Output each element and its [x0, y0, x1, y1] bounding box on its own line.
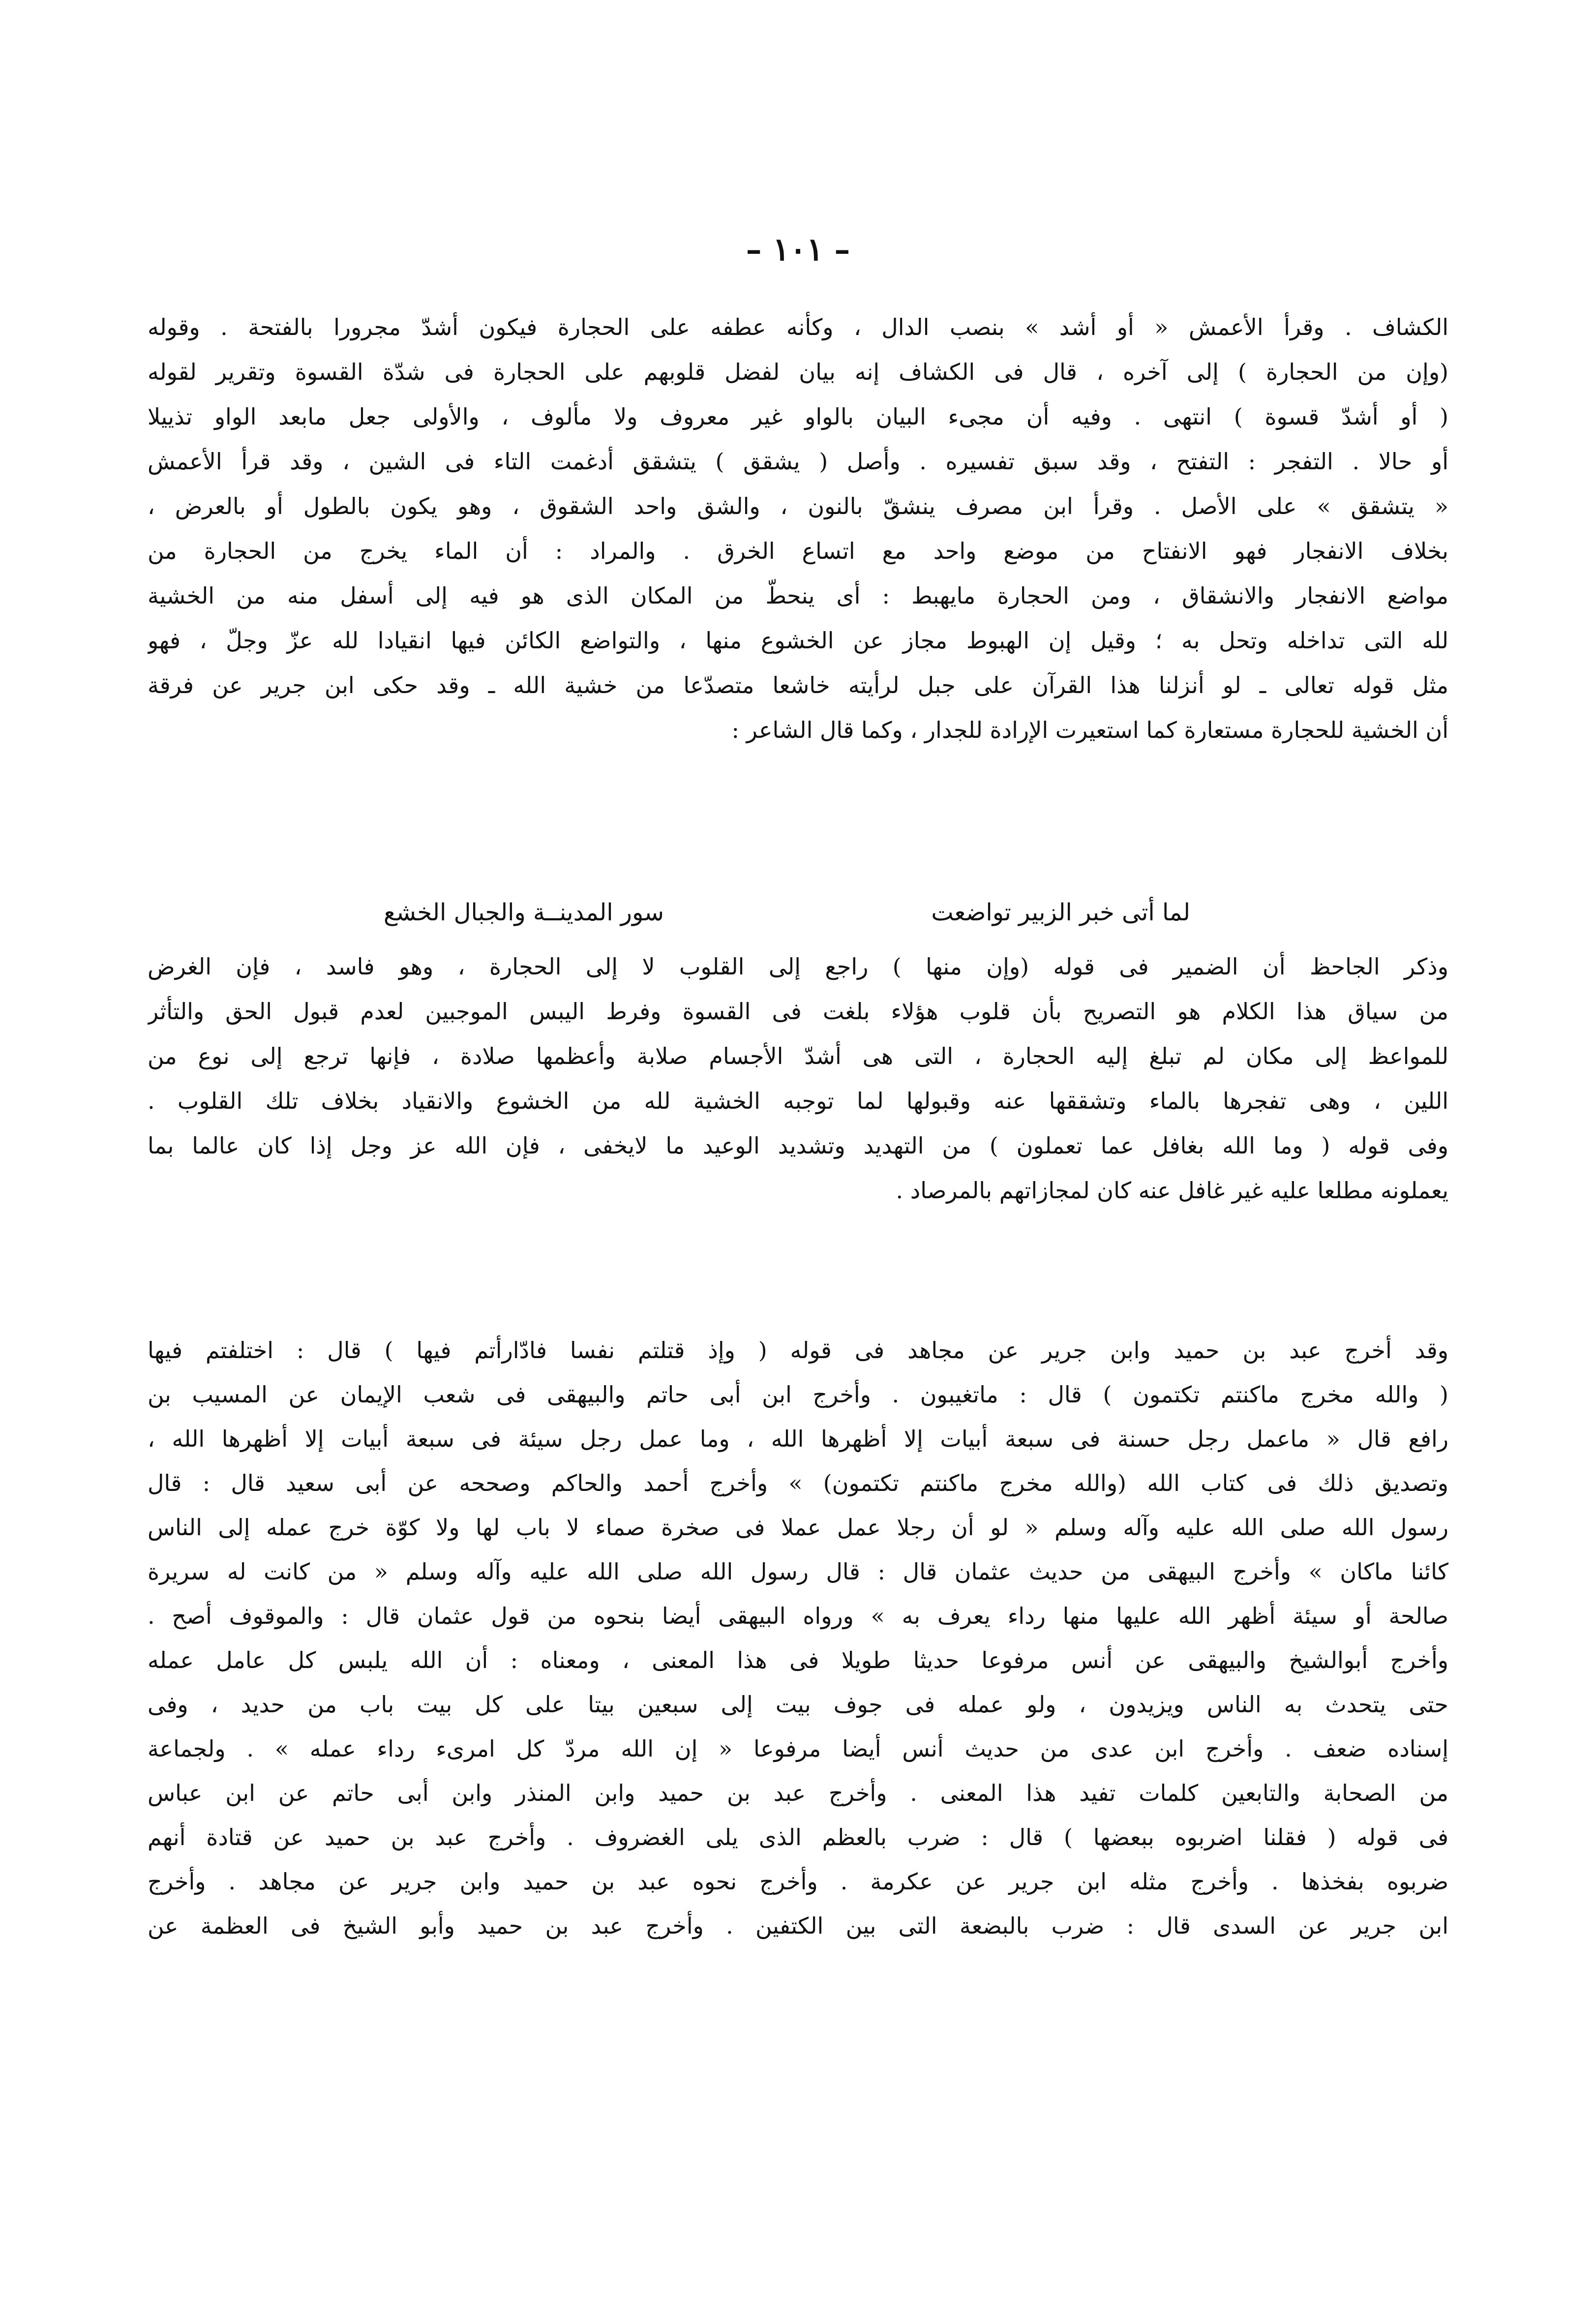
- text-line: وتصديق ذلك فى كتاب الله (والله مخرج ماكنتم تكتمون) » وأخرج أحمد والحاكم وصححه عن أبى سعيد قال : قال: [148, 1470, 1448, 1496]
- text-line: حتى يتحدث به الناس ويزيدون ، ولو عمله فى جوف بيت إلى سبعين بيتا على كل بيت باب من حديد ، وفى: [148, 1691, 1448, 1718]
- text-line: وذكر الجاحظ أن الضمير فى قوله (وإن منها ) راجع إلى القلوب لا إلى الحجارة ، وهو فاسد ، فإن الغرض: [148, 953, 1448, 980]
- verse-second-hemistich: سور المدينــة والجبال الخشع: [384, 899, 664, 926]
- text-line: كائنا ماكان » وأخرج البيهقى من حديث عثمان قال : قال رسول الله صلى الله عليه وآله وسلم « من كانت له سريرة: [148, 1558, 1448, 1585]
- text-line: وقد أخرج عبد بن حميد وابن جرير عن مجاهد فى قوله ( وإذ قتلتم نفسا فادّارأتم فيها ) قال : اختلفتم فيها: [148, 1337, 1448, 1364]
- text-line: بخلاف الانفجار فهو الانفتاح من موضع واحد مع اتساع الخرق . والمراد : أن الماء يخرج من الحجارة من: [148, 538, 1448, 564]
- paragraph-narrations: [148, 1328, 1448, 1948]
- text-line: رسول الله صلى الله عليه وآله وسلم « لو أن رجلا عمل عملا فى صخرة صماء لا باب لها ولا كوّة خرج عمله إلى الناس: [148, 1514, 1448, 1541]
- text-line: ( أو أشدّ قسوة ) انتهى . وفيه أن مجىء البيان بالواو غير معروف ولا مألوف ، والأولى جعل مابعد الواو تذييلا: [148, 403, 1448, 430]
- text-line: فى قوله ( فقلنا اضربوه ببعضها ) قال : ضرب بالعظم الذى يلى الغضروف . وأخرج عبد بن حميد عن قتادة أنهم: [148, 1824, 1448, 1851]
- text-line: ( والله مخرج ماكنتم تكتمون ) قال : ماتغيبون . وأخرج ابن أبى حاتم والبيهقى فى شعب الإيمان عن المسيب بن: [148, 1381, 1448, 1408]
- text-line: ابن جرير عن السدى قال : ضرب بالبضعة التى بين الكتفين . وأخرج عبد بن حميد وأبو الشيخ فى العظمة عن: [148, 1912, 1448, 1939]
- text-line: للمواعظ إلى مكان لم تبلغ إليه الحجارة ، التى هى أشدّ الأجسام صلابة وأعظمها صلادة ، فإنها ترجع إلى نوع من: [148, 1043, 1448, 1069]
- text-line: « يتشقق » على الأصل . وقرأ ابن مصرف ينشقّ بالنون ، والشق واحد الشقوق ، وهو يكون بالطول أو بالعرض ،: [148, 493, 1448, 519]
- text-line: الكشاف . وقرأ الأعمش « أو أشد » بنصب الدال ، وكأنه عطفه على الحجارة فيكون أشدّ مجرورا بالفتحة . وقوله: [148, 314, 1448, 340]
- text-line: مواضع الانفجار والانشقاق ، ومن الحجارة مايهبط : أى ينحطّ من المكان الذى هو فيه إلى أسفل منه من الخشية: [148, 582, 1448, 609]
- text-line: ضربوه بفخذها . وأخرج مثله ابن جرير عن عكرمة . وأخرج نحوه عبد بن حميد وابن جرير عن مجاهد . وأخرج: [148, 1868, 1448, 1895]
- verse-first-hemistich: لما أتى خبر الزبير تواضعت: [931, 899, 1190, 926]
- text-line: إسناده ضعف . وأخرج ابن عدى من حديث أنس أيضا مرفوعا « إن الله مردّ كل امرىء رداء عمله » . ولجماعة: [148, 1735, 1448, 1762]
- text-line: رافع قال « ماعمل رجل حسنة فى سبعة أبيات إلا أظهرها الله ، وما عمل رجل سيئة فى سبعة أبيات إلا أظهرها الله ،: [148, 1426, 1448, 1452]
- paragraph-commentary: [148, 305, 1448, 753]
- text-line: صالحة أو سيئة أظهر الله عليها منها رداء يعرف به » ورواه البيهقى أيضا بنحوه من قول عثمان قال : والموقوف أصح .: [148, 1603, 1448, 1629]
- text-line: مثل قوله تعالى ـ لو أنزلنا هذا القرآن على جبل لرأيته خاشعا متصدّعا من خشية الله ـ وقد حكى ابن جرير عن فرقة: [148, 672, 1448, 698]
- text-line: من سياق هذا الكلام هو التصريح بأن قلوب هؤلاء بلغت فى القسوة وفرط اليبس الموجبين لعدم قبول الحق والتأثر: [148, 998, 1448, 1025]
- text-line: اللين ، وهى تفجرها بالماء وتشققها عنه وقبولها لما توجبه الخشية لله من الخشوع والانقياد بخلاف تلك القلوب .: [148, 1088, 1448, 1114]
- text-line: من الصحابة والتابعين كلمات تفيد هذا المعنى . وأخرج عبد بن حميد وابن المنذر وابن أبى حاتم عن ابن عباس: [148, 1780, 1448, 1806]
- text-line: أن الخشية للحجارة مستعارة كما استعيرت الإرادة للجدار ، وكما قال الشاعر :: [731, 717, 1448, 743]
- paragraph-jahiz: [148, 944, 1448, 1213]
- text-line: (وإن من الحجارة ) إلى آخره ، قال فى الكشاف إنه بيان لفضل قلوبهم على الحجارة فى شدّة القسوة وتقرير لقوله: [148, 359, 1448, 385]
- text-line: وفى قوله ( وما الله بغافل عما تعملون ) من التهديد وتشديد الوعيد ما لايخفى ، فإن الله عز وجل إذا كان عالما بما: [148, 1132, 1448, 1159]
- page-number: – ١٠١ –: [746, 231, 850, 268]
- text-line: وأخرج أبوالشيخ والبيهقى عن أنس مرفوعا حديثا طويلا فى هذا المعنى ، ومعناه : أن الله يلبس كل عامل عمله: [148, 1647, 1448, 1673]
- text-line: أو حالا . التفجر : التفتح ، وقد سبق تفسيره . وأصل ( يشقق ) يتشقق أدغمت التاء فى الشين ، وقد قرأ الأعمش: [148, 448, 1448, 475]
- text-line: يعملونه مطلعا عليه غير غافل عنه كان لمجازاتهم بالمرصاد .: [896, 1177, 1448, 1204]
- text-line: لله التى تداخله وتحل به ؛ وقيل إن الهبوط مجاز عن الخشوع منها ، والتواضع الكائن فيها انقيادا لله عزّ وجلّ ، فهو: [148, 627, 1448, 654]
